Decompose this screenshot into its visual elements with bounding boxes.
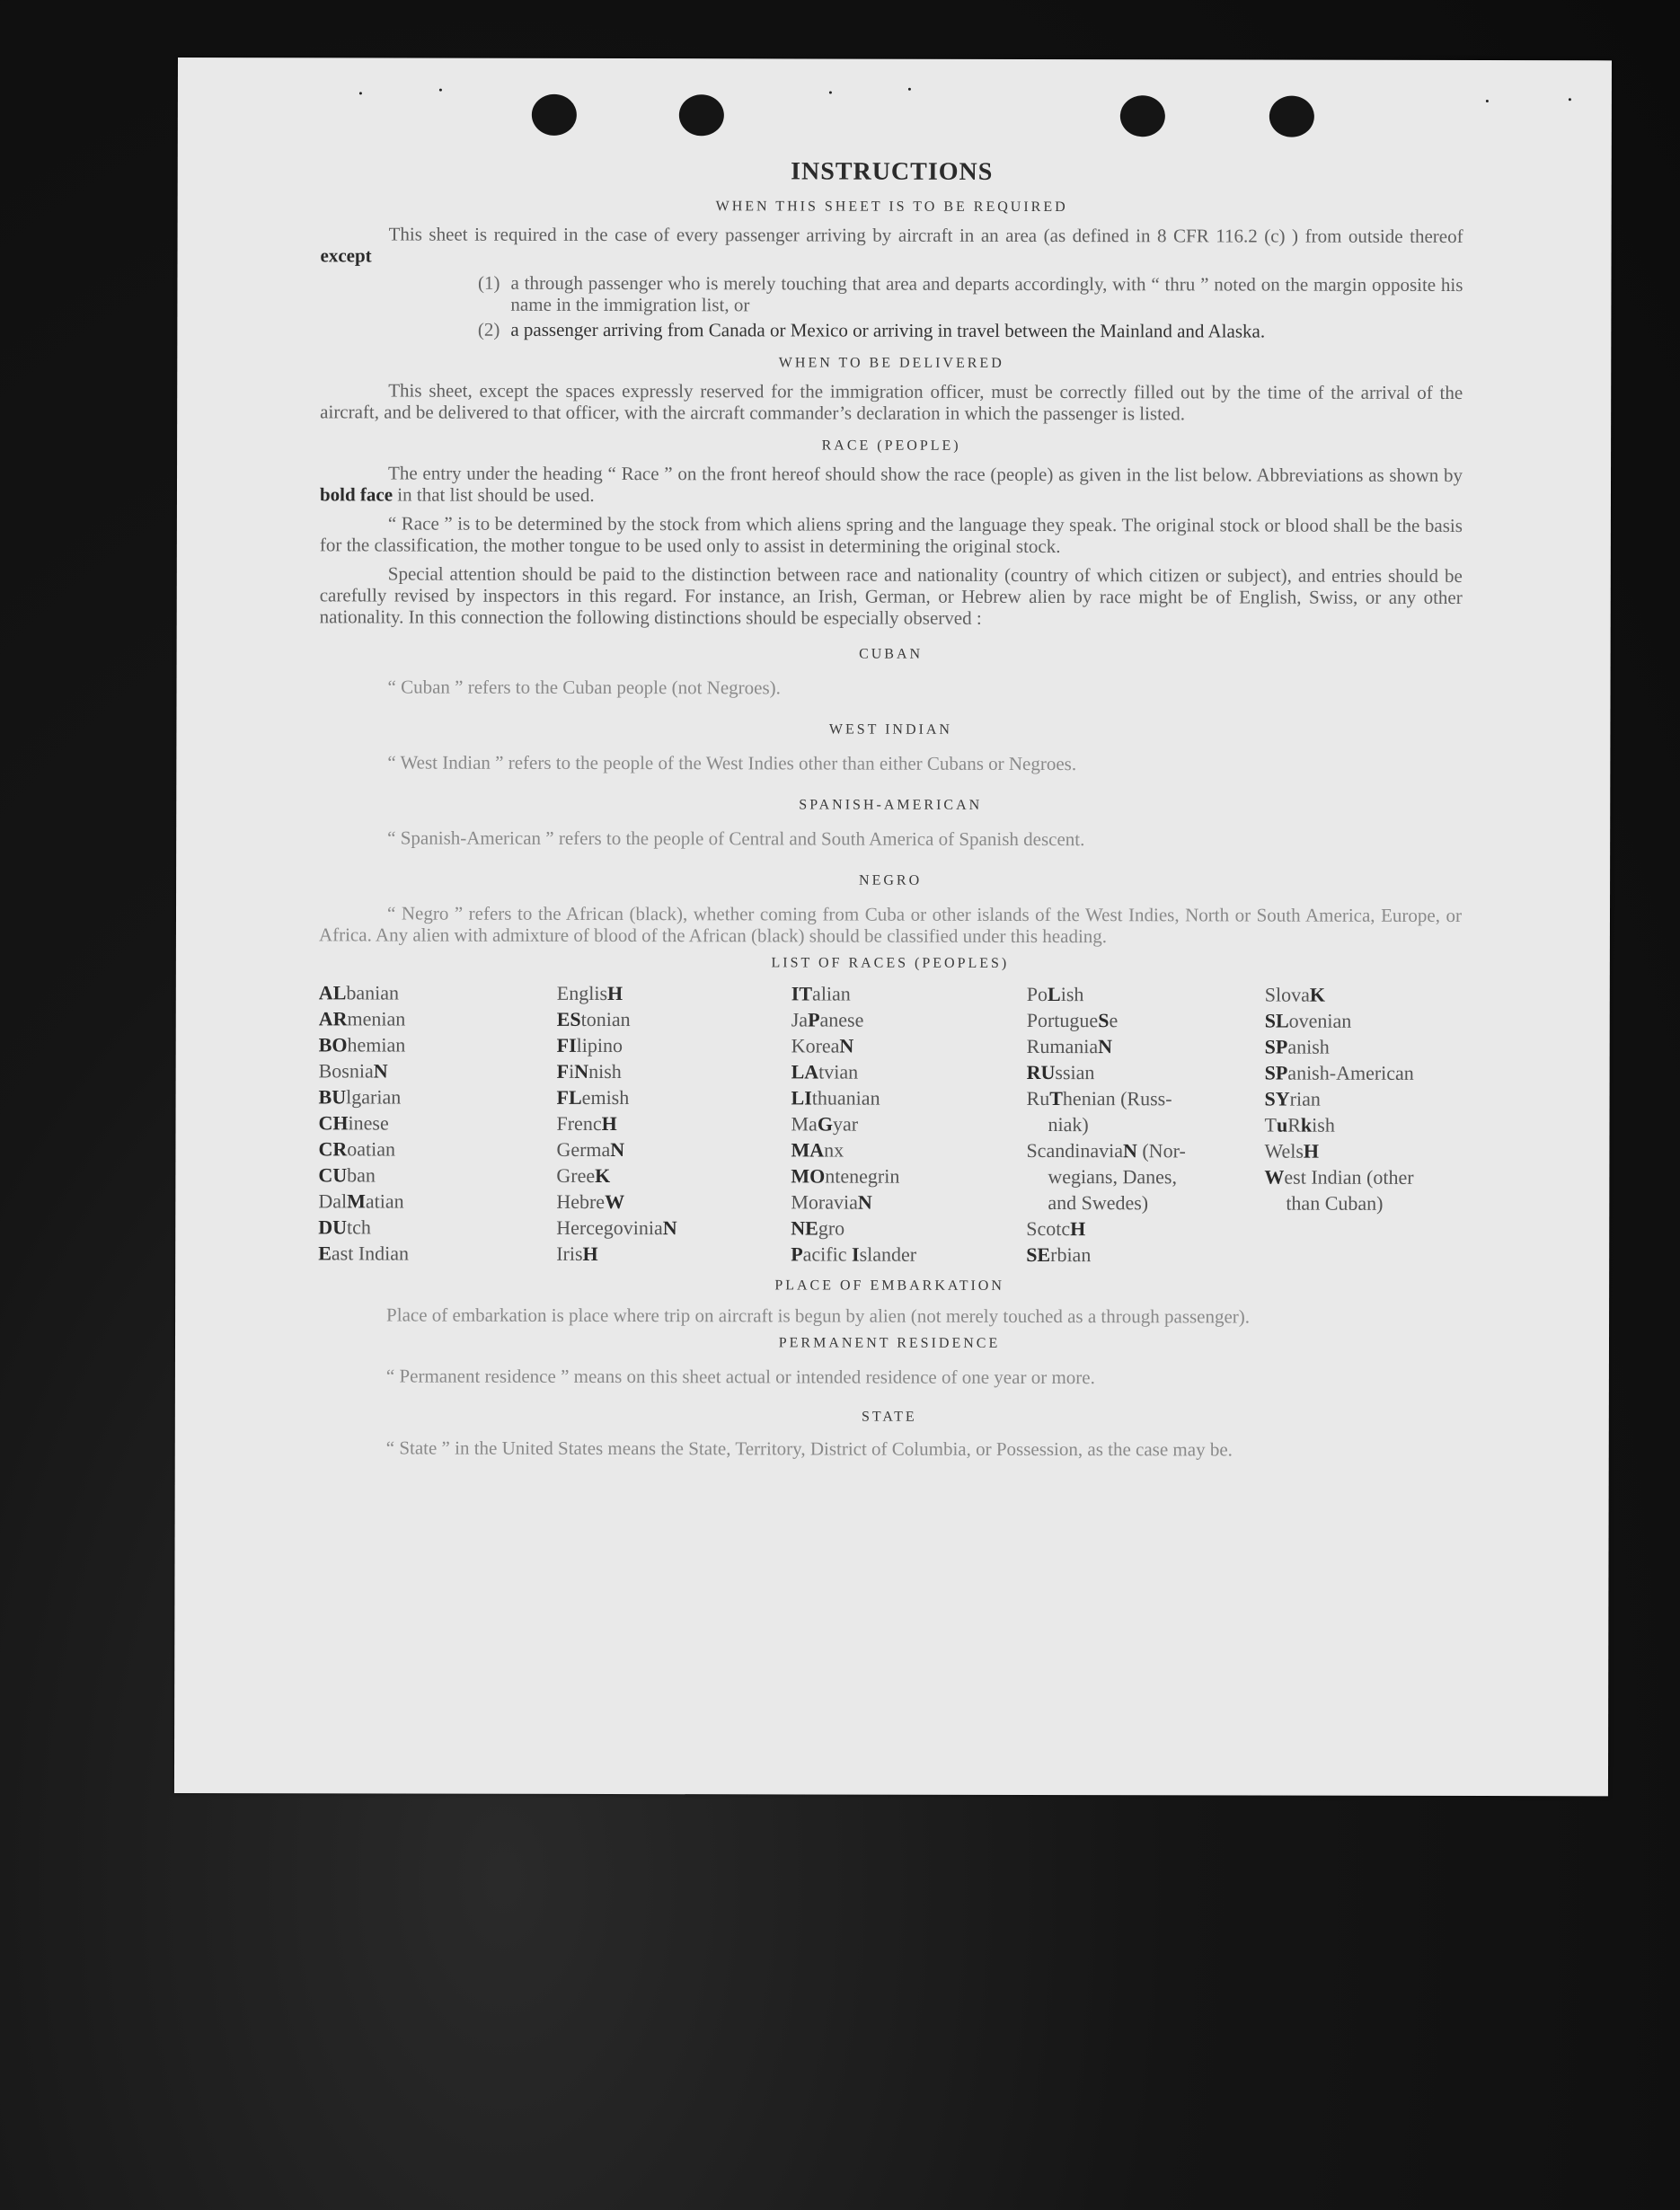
race-paragraph-3: Special attention should be paid to the distinction between race and nationality (country of which citizen or subject), and entries should be carefully revised by inspectors in this regard. For instance, an Irish, German, or Hebrew alien by race might be of English, Swiss, or any other nationality. In this connection the following distinctions should be especially observed : [319, 562, 1463, 629]
speck [359, 92, 362, 94]
spanish-american-text: “ Spanish-American ” refers to the people of Central and South America of Spanish descent. [387, 827, 1085, 851]
race-entry: WelsH [1264, 1139, 1320, 1162]
speck [829, 92, 832, 94]
speck [1569, 98, 1571, 101]
race-entry: FLemish [556, 1085, 630, 1109]
race-entry: CRoatian [318, 1137, 396, 1161]
race-entry: MaGyar [791, 1112, 859, 1136]
race-entry: GreeK [556, 1163, 611, 1188]
race-entry: ScotcH [1026, 1216, 1086, 1241]
race-entry: FiNnish [556, 1059, 622, 1083]
document-sheet [174, 57, 1612, 1796]
races-table [318, 979, 1462, 1269]
race-entry: DUtch [318, 1216, 371, 1239]
document-content [318, 156, 1463, 1461]
punch-hole [1269, 96, 1314, 137]
when-delivered-text: This sheet, except the spaces expressly reserved for the immigration officer, must be correctly filled out by the time of the arrival of the aircraft, and be delivered to that officer, with the aircraft commander’s declaration in which the passenger is listed. [320, 379, 1463, 425]
race-entry: LIthuanian [791, 1086, 880, 1109]
section-heading-race: RACE (PEOPLE) [821, 438, 961, 454]
race-entry: JaPanese [791, 1008, 864, 1031]
races-column [1026, 981, 1265, 1269]
race-entry: PortugueSe [1026, 1008, 1119, 1032]
race-entry: CHinese [318, 1111, 389, 1135]
section-heading-cuban: CUBAN [859, 646, 924, 662]
section-heading-permanent-residence: PERMANENT RESIDENCE [778, 1335, 1001, 1351]
race-entry: Pacific Islander [791, 1242, 917, 1266]
race-entry: DalMatian [318, 1189, 404, 1213]
race-entry: ALbanian [318, 981, 400, 1004]
race-entry: FrencH [556, 1111, 617, 1136]
punch-hole [1120, 95, 1165, 137]
race-entry: and Swedes) [1048, 1191, 1149, 1215]
cuban-text: “ Cuban ” refers to the Cuban people (not Negroes). [387, 676, 781, 699]
section-heading-when-delivered: WHEN TO BE DELIVERED [778, 355, 1004, 371]
exception-list [320, 271, 1463, 342]
race-entry: SlovaK [1264, 983, 1326, 1006]
race-entry: HercegoviniaN [556, 1216, 677, 1240]
race-entry: FIlipino [556, 1033, 623, 1057]
race-entry: East Indian [318, 1242, 410, 1265]
race-entry: SLovenian [1264, 1009, 1352, 1032]
race-entry: GermaN [556, 1137, 625, 1162]
negro-text: “ Negro ” refers to the African (black), whether coming from Cuba or other islands of the West Indies, North or South America, Europe, or Africa. Any alien with admixture of blood of the African (black) should be classified under this heading. [318, 902, 1463, 948]
punch-hole [679, 94, 724, 136]
race-entry: CUban [318, 1163, 376, 1187]
embarkation-text: Place of embarkation is place where trip on aircraft is begun by alien (not merely touched as a through passenger). [386, 1304, 1251, 1328]
exception-item: (2) a passenger arriving from Canada or Mexico or arriving in travel between the Mainland and Alaska. [477, 318, 1266, 342]
race-entry: MAnx [791, 1138, 844, 1162]
race-entry: wegians, Danes, [1048, 1165, 1177, 1189]
section-heading-embarkation: PLACE OF EMBARKATION [774, 1277, 1004, 1294]
permanent-residence-text: “ Permanent residence ” means on this sheet actual or intended residence of one year or more. [385, 1365, 1095, 1389]
race-entry: KoreaN [791, 1034, 854, 1057]
races-column [791, 980, 1027, 1268]
section-heading-spanish-american: SPANISH-AMERICAN [799, 797, 983, 813]
speck [908, 88, 911, 91]
race-paragraph-2: “ Race ” is to be determined by the stock from which aliens spring and the language they speak. The original stock or blood shall be the basis for the classification, the mother tongue to be used only to assist in determining the original stock. [319, 512, 1463, 558]
section-heading-when-required: WHEN THIS SHEET IS TO BE REQUIRED [715, 199, 1068, 216]
race-entry: TuRkish [1264, 1113, 1335, 1136]
race-entry: RUssian [1026, 1060, 1095, 1084]
race-entry: MOntenegrin [791, 1164, 900, 1188]
race-entry: IrisH [556, 1242, 598, 1265]
race-entry: SYrian [1264, 1087, 1321, 1110]
race-entry: MoraviaN [791, 1190, 872, 1214]
race-entry: niak) [1048, 1113, 1089, 1136]
races-column [1264, 982, 1462, 1269]
west-indian-text: “ West Indian ” refers to the people of the West Indies other than either Cubans or Negroes. [387, 751, 1077, 775]
race-entry: EStonian [556, 1007, 631, 1031]
race-entry: West Indian (other [1264, 1165, 1414, 1189]
section-heading-west-indian: WEST INDIAN [828, 721, 953, 738]
race-entry: BUlgarian [318, 1085, 402, 1109]
race-entry: NEgro [791, 1216, 845, 1240]
race-entry: SPanish [1264, 1035, 1330, 1058]
when-required-intro: This sheet is required in the case of every passenger arriving by aircraft in an area (as defined in 8 CFR 116.2 (c) ) from outside thereof except [320, 223, 1463, 267]
speck [439, 89, 442, 92]
race-entry: BOhemian [318, 1033, 406, 1056]
race-entry: EnglisH [556, 981, 623, 1005]
section-heading-state: STATE [861, 1409, 917, 1425]
punch-hole [532, 94, 577, 136]
race-entry: than Cuban) [1286, 1191, 1384, 1215]
race-entry: ITalian [791, 982, 851, 1005]
race-entry: SPanish-American [1264, 1061, 1414, 1084]
race-entry: PoLish [1026, 982, 1084, 1006]
race-entry: LAtvian [791, 1060, 859, 1083]
race-entry: ScandinaviaN (Nor- [1026, 1138, 1186, 1162]
races-column [556, 980, 791, 1268]
race-entry: SErbian [1026, 1242, 1092, 1267]
exception-item: (1) a through passenger who is merely touching that area and departs accordingly, with “ thru ” noted on the margin opposite his name in the immigration list, or [477, 271, 1463, 316]
race-entry: BosniaN [318, 1059, 388, 1083]
race-paragraph-1: The entry under the heading “ Race ” on the front hereof should show the race (people) as given in the list below. Abbreviations as shown by bold face in that list should be used. [319, 462, 1463, 506]
section-heading-list-of-races: LIST OF RACES (PEOPLES) [771, 955, 1010, 971]
speck [1486, 100, 1489, 102]
document-title: INSTRUCTIONS [791, 157, 994, 186]
section-heading-negro: NEGRO [859, 872, 923, 888]
state-text: “ State ” in the United States means the State, Territory, District of Columbia, or Possession, as the case may be. [385, 1436, 1233, 1461]
race-entry: ARmenian [318, 1007, 406, 1030]
race-entry: RumaniaN [1026, 1034, 1113, 1058]
races-column [318, 979, 557, 1267]
race-entry: RuThenian (Russ- [1026, 1086, 1172, 1110]
race-entry: HebreW [556, 1189, 625, 1214]
